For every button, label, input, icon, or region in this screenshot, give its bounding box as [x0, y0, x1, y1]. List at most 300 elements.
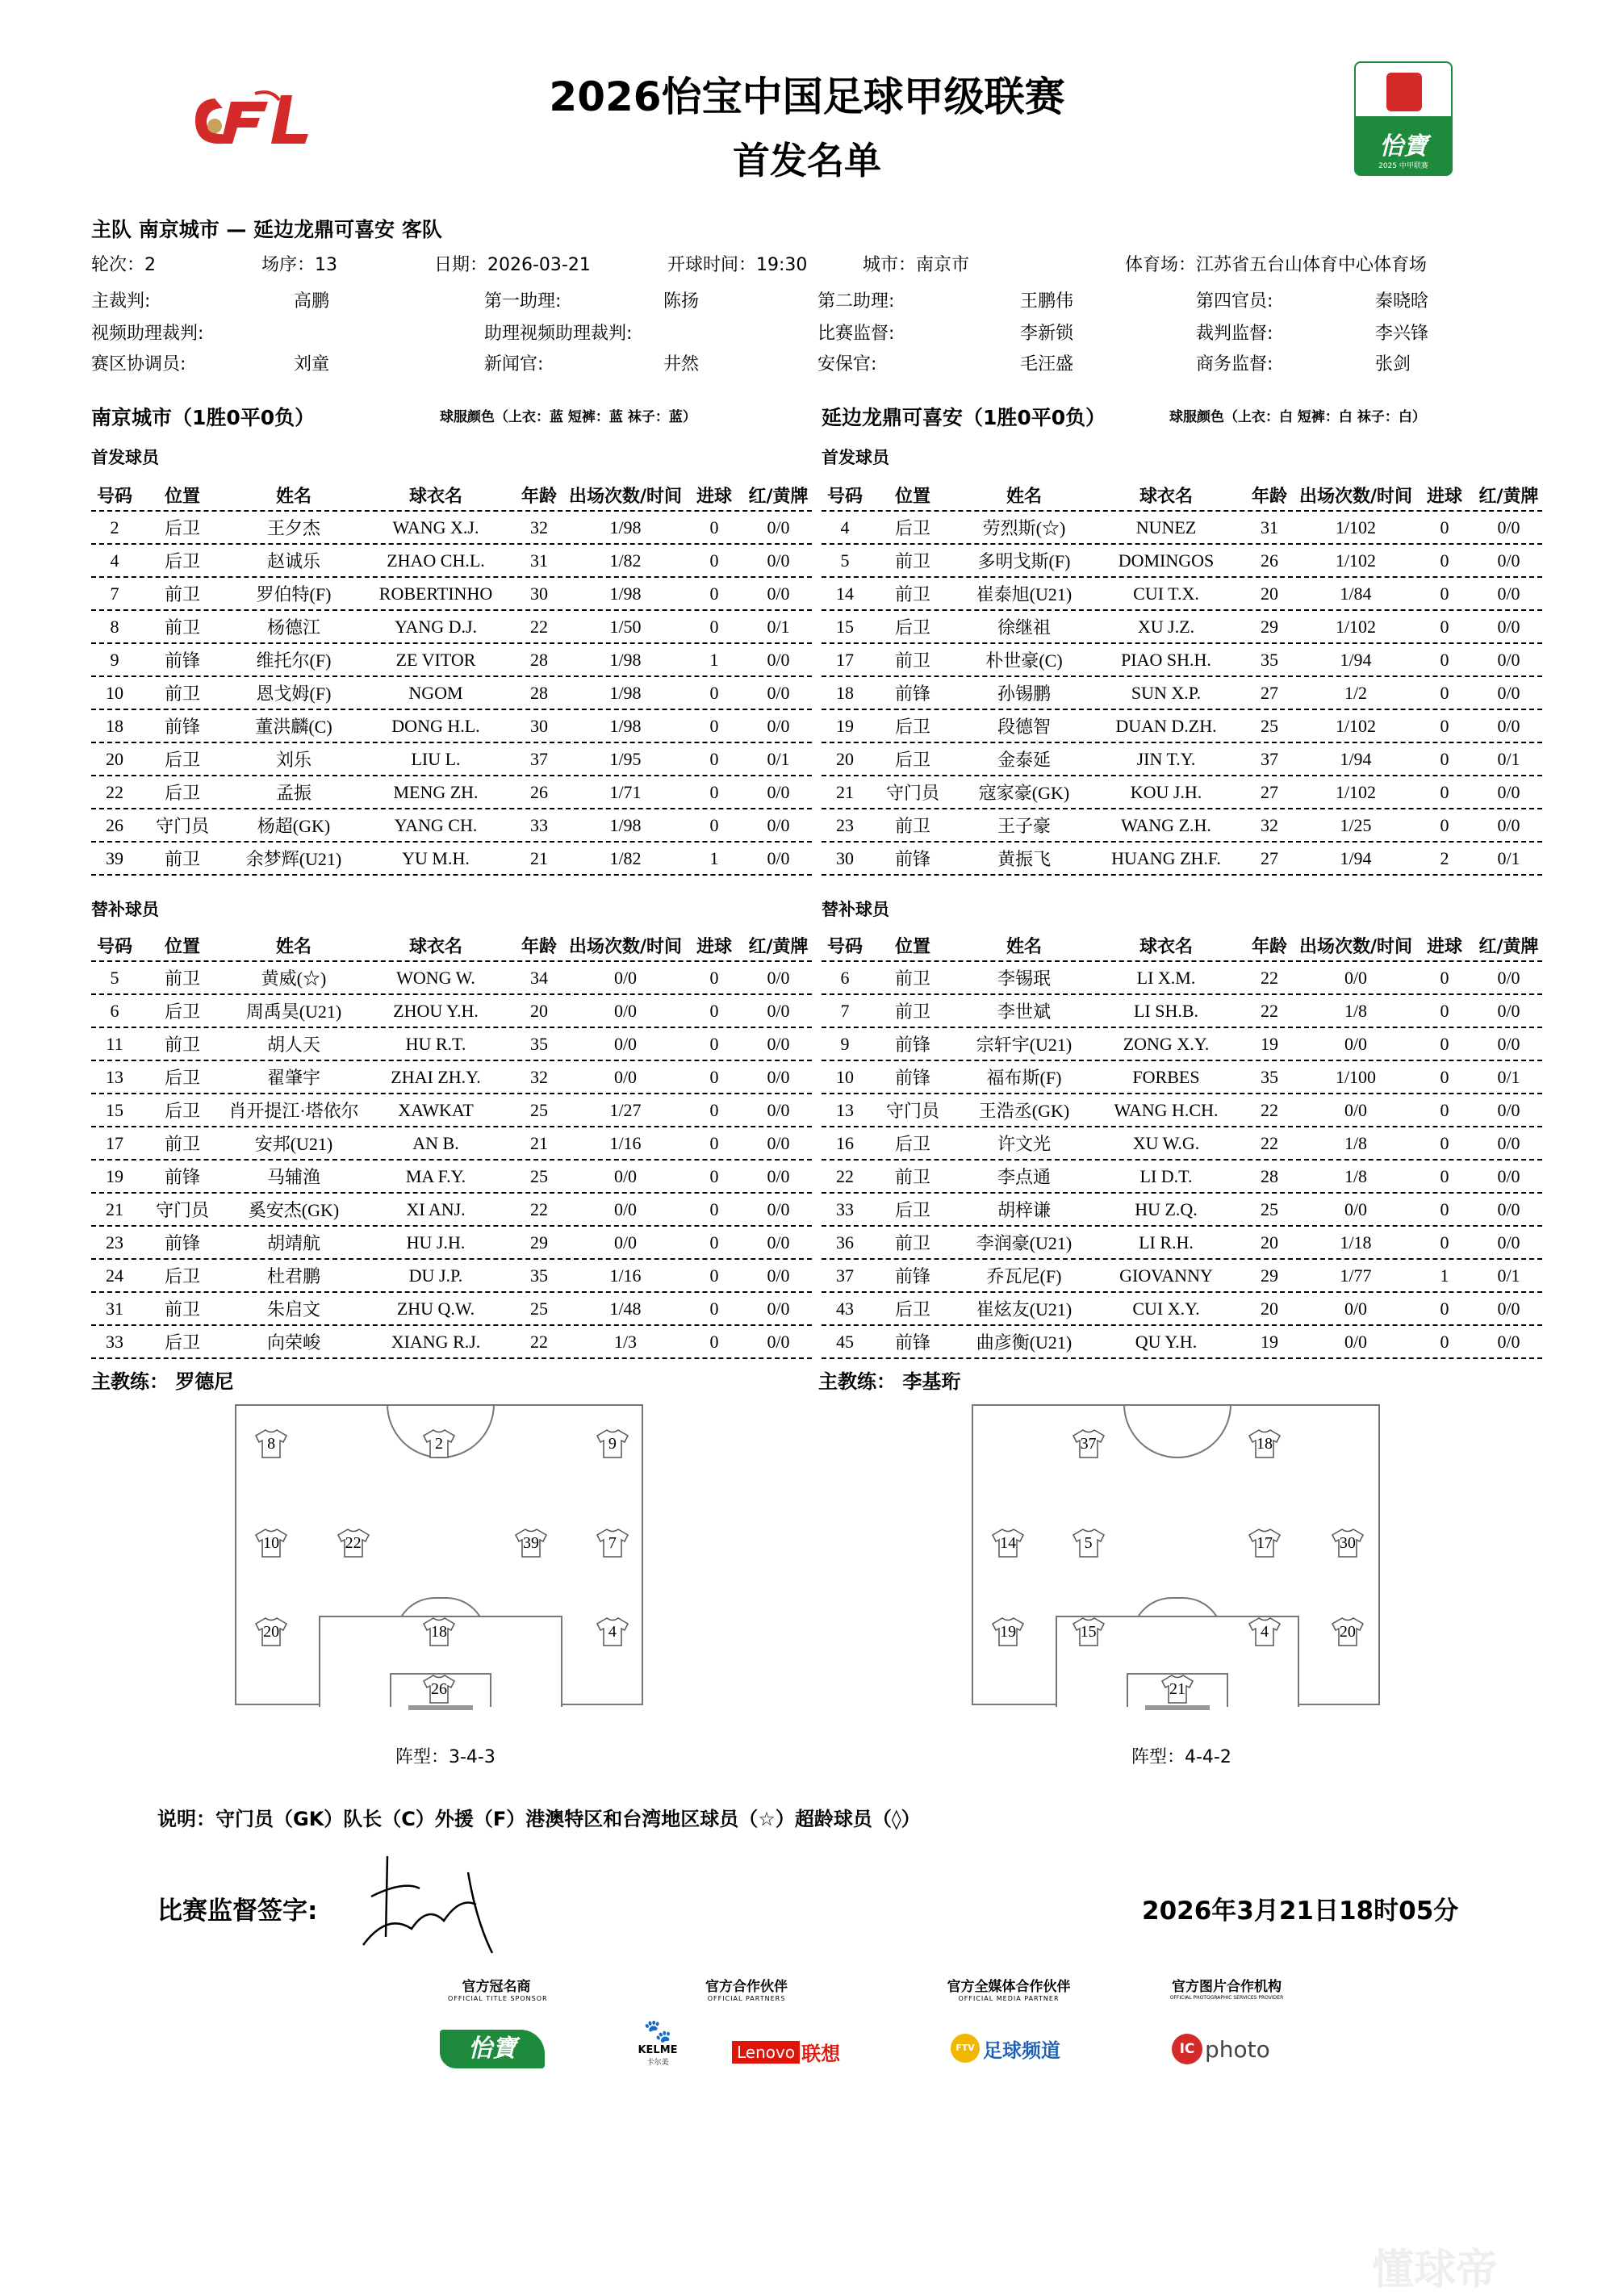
- player-cell: 33: [530, 814, 548, 835]
- sponsor-heading-media: [928, 1975, 1089, 2002]
- player-cell: XU J.Z.: [1137, 616, 1195, 637]
- jersey-number: 7: [608, 1533, 617, 1552]
- home-starters-label: 首发球员: [91, 448, 159, 467]
- player-cell: 0: [709, 1265, 719, 1286]
- player-cell: PIAO SH.H.: [1121, 649, 1211, 670]
- away-starters-label: 首发球员: [822, 448, 889, 467]
- jersey-number: 17: [1256, 1533, 1273, 1552]
- player-cell: 25: [1261, 1198, 1278, 1219]
- player-cell: 0/0: [613, 967, 638, 988]
- sponsor-title: 官方图片合作机构: [1172, 1979, 1282, 1995]
- player-cell: 1/27: [609, 1099, 642, 1120]
- player-cell: 22: [1261, 1000, 1278, 1021]
- jersey-number: 22: [345, 1533, 362, 1552]
- jersey-number: 20: [1339, 1623, 1356, 1641]
- home-formation-pitch: [235, 1404, 643, 1705]
- player-cell: 徐继祖: [997, 617, 1051, 638]
- player-row: [822, 644, 1542, 677]
- player-cell: 24: [106, 1265, 123, 1286]
- away-formation: 阵型：4-4-2: [1131, 1747, 1231, 1767]
- player-cell: 前锋: [894, 1266, 930, 1286]
- player-cell: 32: [530, 1066, 548, 1087]
- player-cell: 22: [530, 616, 548, 637]
- player-row: [822, 995, 1542, 1028]
- jersey-number: 4: [1260, 1623, 1269, 1641]
- player-cell: 23: [106, 1232, 123, 1253]
- player-cell: 前卫: [894, 1233, 930, 1253]
- table-header: [822, 930, 1542, 962]
- player-jersey: [1160, 1674, 1194, 1704]
- player-cell: 0: [709, 748, 719, 769]
- player-row: [822, 776, 1542, 809]
- player-cell: 35: [530, 1033, 548, 1054]
- official-role: 助理视频助理裁判:: [484, 324, 633, 344]
- player-cell: 0/0: [767, 1033, 790, 1054]
- player-cell: 前卫: [164, 849, 200, 869]
- player-row: [822, 843, 1542, 876]
- jersey-number: 20: [263, 1623, 280, 1641]
- player-cell: 宗轩宇(U21): [976, 1035, 1073, 1055]
- player-cell: 王浩丞(GK): [978, 1101, 1070, 1121]
- player-cell: 45: [836, 1331, 854, 1352]
- player-cell: 0/0: [613, 1232, 638, 1253]
- player-cell: 李点通: [997, 1167, 1051, 1187]
- home-kit-colors: 球服颜色（上衣：蓝 短裤：蓝 袜子：蓝）: [440, 409, 696, 425]
- player-jersey: [596, 1428, 629, 1459]
- player-cell: 0/0: [1497, 1132, 1520, 1153]
- player-cell: 前锋: [164, 1167, 200, 1187]
- player-row: [822, 578, 1542, 611]
- player-cell: KOU J.H.: [1130, 781, 1202, 802]
- player-cell: 0: [709, 1198, 719, 1219]
- player-cell: 前锋: [164, 650, 200, 671]
- player-cell: 刘乐: [275, 750, 312, 770]
- player-cell: 8: [110, 616, 119, 637]
- player-cell: 0: [709, 1033, 719, 1054]
- player-cell: CUI T.X.: [1133, 583, 1199, 604]
- player-cell: 0/0: [1497, 1033, 1520, 1054]
- player-cell: 前锋: [894, 1068, 930, 1088]
- player-cell: 0/1: [767, 748, 790, 769]
- player-row: [822, 809, 1542, 843]
- player-row: [91, 1227, 812, 1260]
- away-subs-label: 替补球员: [822, 900, 889, 919]
- player-cell: 段德智: [997, 717, 1051, 737]
- player-cell: 27: [1261, 781, 1278, 802]
- player-row: [91, 1194, 812, 1227]
- player-cell: 17: [106, 1132, 123, 1153]
- kelme-logo: 🐾 KELME 卡尔美: [633, 2018, 682, 2067]
- player-cell: 李润豪(U21): [976, 1233, 1073, 1253]
- player-row: [822, 1094, 1542, 1127]
- player-cell: 0: [1440, 1165, 1449, 1186]
- column-header: 号码: [826, 486, 863, 507]
- player-cell: 0: [1440, 616, 1449, 637]
- player-cell: 许文光: [997, 1134, 1051, 1154]
- player-cell: 孟振: [275, 783, 312, 803]
- player-cell: 前卫: [164, 1134, 200, 1154]
- player-row: [822, 1028, 1542, 1061]
- player-cell: 1/98: [609, 649, 642, 670]
- player-cell: 6: [110, 1000, 119, 1021]
- player-cell: 1/77: [1340, 1265, 1372, 1286]
- player-cell: MENG ZH.: [393, 781, 479, 802]
- player-cell: 前卫: [894, 584, 930, 604]
- player-cell: 0/0: [767, 1099, 790, 1120]
- player-row: [91, 1260, 812, 1293]
- player-jersey: [991, 1616, 1025, 1647]
- player-cell: 13: [106, 1066, 123, 1087]
- player-cell: 0/0: [767, 1265, 790, 1286]
- player-jersey: [1331, 1528, 1365, 1558]
- player-jersey: [422, 1674, 456, 1704]
- player-cell: 前锋: [894, 1332, 930, 1353]
- player-cell: 前卫: [894, 816, 930, 836]
- player-cell: 后卫: [894, 750, 930, 770]
- player-cell: 43: [836, 1298, 854, 1319]
- player-cell: 前卫: [894, 551, 930, 571]
- official-role: 比赛监督:: [817, 324, 895, 344]
- column-header: 球衣名: [408, 936, 462, 957]
- watermark: 懂球帝: [1372, 2246, 1499, 2294]
- player-cell: 0: [709, 1232, 719, 1253]
- player-cell: 25: [530, 1165, 548, 1186]
- player-cell: 前锋: [894, 849, 930, 869]
- player-cell: 0/0: [767, 967, 790, 988]
- sponsor-heading-title: [448, 1975, 548, 2002]
- player-cell: NGOM: [408, 682, 463, 703]
- home-subs-table: [91, 930, 812, 1359]
- jersey-number: 37: [1080, 1434, 1097, 1453]
- player-cell: CUI X.Y.: [1132, 1298, 1200, 1319]
- player-row: [822, 743, 1542, 776]
- player-cell: 0: [709, 1066, 719, 1087]
- player-cell: 20: [1261, 583, 1278, 604]
- player-cell: 1/102: [1335, 550, 1377, 571]
- player-cell: 杜君鹏: [266, 1266, 320, 1286]
- player-cell: 34: [530, 967, 548, 988]
- player-cell: ZHAI ZH.Y.: [391, 1066, 481, 1087]
- player-cell: ROBERTINHO: [378, 583, 493, 604]
- player-cell: 周禹昊(U21): [245, 1002, 342, 1022]
- sponsor-title: 官方全媒体合作伙伴: [947, 1979, 1071, 1995]
- player-row: [91, 843, 812, 876]
- official-role: 视频助理裁判:: [91, 324, 204, 344]
- player-cell: 0/0: [767, 550, 790, 571]
- player-cell: 0/0: [1497, 967, 1520, 988]
- player-cell: 1: [709, 649, 719, 670]
- player-cell: 1/16: [609, 1265, 642, 1286]
- star-emblem-icon: [1386, 73, 1422, 111]
- player-cell: 守门员: [155, 1200, 209, 1220]
- column-header: 球衣名: [1139, 486, 1193, 507]
- jersey-number: 10: [263, 1533, 280, 1552]
- player-cell: 前卫: [894, 968, 930, 989]
- player-cell: 14: [836, 583, 854, 604]
- player-row: [91, 677, 812, 710]
- player-cell: 1/98: [609, 814, 642, 835]
- player-cell: 30: [530, 715, 548, 736]
- player-cell: 26: [106, 814, 123, 835]
- player-cell: 26: [1261, 550, 1278, 571]
- player-cell: 1/2: [1344, 682, 1368, 703]
- player-cell: 36: [836, 1232, 854, 1253]
- official-role: 第四官员:: [1196, 291, 1273, 312]
- player-cell: 朴世豪(C): [985, 650, 1063, 671]
- player-cell: 0/0: [767, 1232, 790, 1253]
- player-cell: 后卫: [164, 1068, 200, 1088]
- player-cell: 安邦(U21): [254, 1134, 333, 1154]
- player-row: [822, 1161, 1542, 1194]
- page-title: 2026怡宝中国足球甲级联赛: [549, 73, 1065, 120]
- player-cell: 0: [1440, 967, 1449, 988]
- player-cell: 1/100: [1335, 1066, 1377, 1087]
- column-header: 出场次数/时间: [1298, 936, 1413, 957]
- player-cell: 前卫: [164, 584, 200, 604]
- player-cell: 0/0: [1497, 1000, 1520, 1021]
- center-circle-arc: [1123, 1404, 1231, 1458]
- player-cell: 4: [840, 516, 850, 537]
- player-cell: 金泰延: [997, 750, 1051, 770]
- player-row: [91, 995, 812, 1028]
- player-cell: 黄振飞: [997, 849, 1051, 869]
- player-cell: 1/98: [609, 516, 642, 537]
- official-name: 高鹏: [294, 291, 330, 312]
- player-cell: 29: [530, 1232, 548, 1253]
- player-cell: 22: [1261, 1132, 1278, 1153]
- jersey-number: 18: [1256, 1434, 1273, 1453]
- player-cell: 0/0: [1344, 967, 1368, 988]
- player-jersey: [422, 1616, 456, 1647]
- yibao-logo: 怡寶: [440, 2030, 545, 2068]
- column-header: 号码: [96, 936, 132, 957]
- player-cell: 0: [709, 1099, 719, 1120]
- column-header: 姓名: [1006, 486, 1042, 507]
- player-cell: 0: [1440, 814, 1449, 835]
- player-cell: 0: [709, 682, 719, 703]
- player-cell: AN B.: [412, 1132, 459, 1153]
- player-cell: DU J.P.: [408, 1265, 463, 1286]
- player-cell: 29: [1261, 1265, 1278, 1286]
- player-cell: 0: [1440, 1198, 1449, 1219]
- player-row: [91, 545, 812, 578]
- player-cell: 19: [1261, 1033, 1278, 1054]
- player-cell: 0: [1440, 1033, 1449, 1054]
- official-role: 赛区协调员:: [91, 354, 186, 374]
- player-cell: 35: [1261, 649, 1278, 670]
- player-cell: 0: [1440, 1000, 1449, 1021]
- player-cell: 1/8: [1344, 1000, 1368, 1021]
- sponsor-heading-partners: [690, 1975, 803, 2002]
- player-cell: 0/0: [767, 1000, 790, 1021]
- player-row: [822, 1293, 1542, 1326]
- signature-label: 比赛监督签字:: [157, 1897, 318, 1926]
- player-cell: 0/0: [1497, 1331, 1520, 1352]
- column-header: 姓名: [1006, 936, 1042, 957]
- player-cell: 33: [836, 1198, 854, 1219]
- player-jersey: [254, 1616, 288, 1647]
- away-team-name: 延边龙鼎可喜安（1胜0平0负）: [822, 406, 1106, 429]
- player-cell: 1/98: [609, 715, 642, 736]
- player-cell: 5: [840, 550, 850, 571]
- player-cell: 前锋: [894, 684, 930, 704]
- away-coach: 主教练： 李基珩: [818, 1370, 961, 1393]
- player-cell: 17: [836, 649, 854, 670]
- official-role: 裁判监督:: [1196, 324, 1273, 344]
- player-cell: 0/0: [1344, 1331, 1368, 1352]
- sponsor-sub: OFFICIAL PHOTOGRAPHIC SERVICES PROVIDER: [1169, 1995, 1284, 2001]
- player-cell: 0: [1440, 781, 1449, 802]
- match-order: 场序：13: [261, 255, 337, 275]
- player-cell: 王子豪: [997, 816, 1051, 836]
- player-cell: HUANG ZH.F.: [1111, 847, 1221, 868]
- player-cell: ZHU Q.W.: [396, 1298, 475, 1319]
- player-cell: 后卫: [894, 1299, 930, 1319]
- player-row: [822, 1326, 1542, 1359]
- player-cell: 余梦辉(U21): [245, 849, 342, 869]
- player-row: [91, 776, 812, 809]
- player-cell: 19: [1261, 1331, 1278, 1352]
- sponsor-title: 官方冠名商: [462, 1979, 531, 1995]
- player-cell: 32: [1261, 814, 1278, 835]
- sponsor-sub: OFFICIAL TITLE SPONSOR: [448, 1995, 548, 2002]
- player-row: [822, 677, 1542, 710]
- goal: [1145, 1705, 1210, 1710]
- player-cell: 李世斌: [997, 1002, 1051, 1022]
- away-starters-table: [822, 479, 1542, 876]
- player-cell: DOMINGOS: [1118, 550, 1215, 571]
- player-cell: 0/0: [767, 1298, 790, 1319]
- ftv-logo: FTV 足球频道: [951, 2034, 1060, 2063]
- player-cell: 37: [836, 1265, 854, 1286]
- column-header: 进球: [1426, 936, 1462, 957]
- player-cell: 0: [1440, 1099, 1449, 1120]
- paw-icon: 🐾: [643, 2018, 672, 2044]
- player-cell: 1/95: [609, 748, 642, 769]
- player-cell: 0: [709, 814, 719, 835]
- column-header: 球衣名: [1139, 936, 1193, 957]
- player-cell: 后卫: [164, 1101, 200, 1121]
- column-header: 红/黄牌: [1478, 486, 1539, 507]
- player-cell: ZHOU Y.H.: [393, 1000, 479, 1021]
- player-cell: 27: [1261, 847, 1278, 868]
- official-name: 秦晓晗: [1375, 291, 1429, 312]
- player-cell: 15: [106, 1099, 123, 1120]
- player-cell: 1/102: [1335, 616, 1377, 637]
- column-header: 号码: [96, 486, 132, 507]
- player-row: [91, 1028, 812, 1061]
- player-cell: 0: [1440, 1066, 1449, 1087]
- away-kit-colors: 球服颜色（上衣：白 短裤：白 袜子：白）: [1169, 409, 1426, 425]
- player-cell: 0/0: [1497, 1198, 1520, 1219]
- player-cell: 0/0: [613, 1066, 638, 1087]
- player-cell: 0/0: [613, 1033, 638, 1054]
- player-row: [91, 644, 812, 677]
- player-cell: 0/0: [767, 1198, 790, 1219]
- column-header: 出场次数/时间: [568, 936, 683, 957]
- player-cell: YU M.H.: [402, 847, 470, 868]
- player-cell: 0: [1440, 583, 1449, 604]
- jersey-number: 18: [431, 1623, 447, 1641]
- jersey-number: 19: [1000, 1623, 1017, 1641]
- player-cell: 5: [110, 967, 119, 988]
- player-row: [91, 1161, 812, 1194]
- player-cell: 20: [836, 748, 854, 769]
- player-cell: HU Z.Q.: [1135, 1198, 1198, 1219]
- player-cell: 22: [106, 781, 123, 802]
- player-cell: 0: [709, 781, 719, 802]
- player-cell: 0/0: [613, 1000, 638, 1021]
- player-cell: 37: [1261, 748, 1278, 769]
- player-cell: 28: [530, 682, 548, 703]
- page-subtitle: 首发名单: [733, 139, 881, 182]
- player-cell: 后卫: [894, 717, 930, 737]
- player-cell: 21: [530, 1132, 548, 1153]
- player-cell: 26: [530, 781, 548, 802]
- player-cell: 李锡珉: [997, 968, 1051, 989]
- official-role: 第一助理:: [484, 291, 562, 312]
- player-cell: 0/0: [1344, 1198, 1368, 1219]
- player-cell: 0: [709, 616, 719, 637]
- player-cell: 13: [836, 1099, 854, 1120]
- column-header: 号码: [826, 936, 863, 957]
- player-cell: 28: [1261, 1165, 1278, 1186]
- player-cell: 崔泰旭(U21): [976, 584, 1073, 604]
- column-header: 红/黄牌: [1478, 936, 1539, 957]
- player-cell: 1: [1440, 1265, 1449, 1286]
- player-cell: 前卫: [894, 650, 930, 671]
- player-cell: 前锋: [164, 1233, 200, 1253]
- sponsor-title: 官方合作伙伴: [705, 1979, 788, 1995]
- player-cell: 守门员: [885, 783, 939, 803]
- player-cell: FORBES: [1132, 1066, 1200, 1087]
- column-header: 进球: [696, 486, 732, 507]
- column-header: 红/黄牌: [748, 486, 809, 507]
- stadium: 体育场：江苏省五台山体育中心体育场: [1125, 255, 1428, 275]
- away-subs-table: [822, 930, 1542, 1359]
- player-row: [91, 1326, 812, 1359]
- match-date: 日期：2026-03-21: [434, 255, 591, 275]
- official-name: 李新锁: [1020, 324, 1074, 344]
- column-header: 进球: [696, 936, 732, 957]
- player-cell: 0/0: [1497, 1165, 1520, 1186]
- player-cell: 福布斯(F): [986, 1068, 1062, 1088]
- city: 城市：南京市: [863, 255, 970, 275]
- player-cell: 王夕杰: [266, 518, 320, 538]
- player-cell: 1/50: [609, 616, 642, 637]
- away-formation-pitch: [972, 1404, 1380, 1705]
- player-cell: 0: [709, 1331, 719, 1352]
- badge-brand: 怡寶: [1379, 132, 1428, 161]
- player-row: [91, 1094, 812, 1127]
- player-cell: 前卫: [164, 617, 200, 638]
- player-cell: LIU L.: [411, 748, 461, 769]
- player-cell: 0/0: [767, 814, 790, 835]
- player-cell: 2: [110, 516, 119, 537]
- player-cell: 后卫: [894, 617, 930, 638]
- player-cell: 0: [1440, 1331, 1449, 1352]
- player-row: [822, 545, 1542, 578]
- player-cell: 后卫: [164, 551, 200, 571]
- player-cell: 18: [836, 682, 854, 703]
- player-cell: 0: [1440, 715, 1449, 736]
- player-cell: 奚安杰(GK): [248, 1200, 340, 1220]
- player-cell: 35: [1261, 1066, 1278, 1087]
- player-cell: 0/1: [1497, 847, 1520, 868]
- player-cell: 22: [530, 1331, 548, 1352]
- player-cell: 前锋: [164, 717, 200, 737]
- player-cell: 后卫: [164, 750, 200, 770]
